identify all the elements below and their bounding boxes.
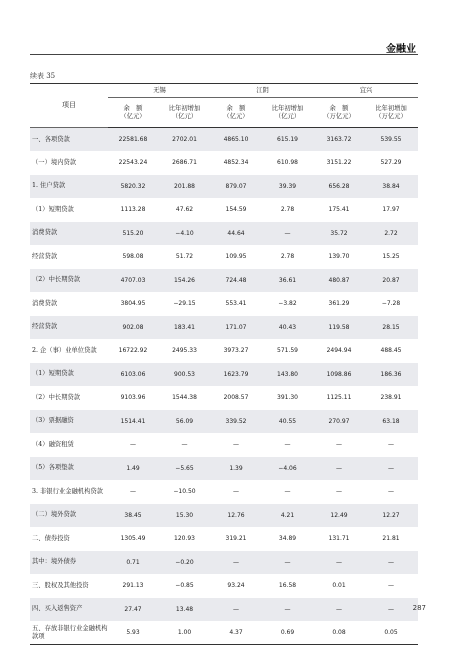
subheader-cell [158, 98, 211, 128]
value-cell: — [314, 551, 364, 575]
subheader-title: 比年初增加 [375, 104, 407, 112]
value-cell: 270.97 [314, 410, 364, 434]
value-cell: — [261, 551, 314, 575]
value-cell: 2.72 [364, 222, 418, 246]
header-rule [30, 54, 418, 55]
table-row [30, 222, 418, 246]
value-cell: 38.45 [108, 504, 158, 528]
value-cell: 12.27 [364, 504, 418, 528]
subheader-title: 比年初增加 [168, 104, 201, 112]
value-cell: −4.10 [158, 222, 211, 246]
table-row [30, 292, 418, 316]
value-cell: 139.70 [328, 253, 350, 260]
row-label: 二、债券投资 [32, 534, 70, 542]
value-cell: 4852.34 [223, 159, 249, 166]
subheader-unit: （万亿元） [323, 112, 355, 120]
table-row [30, 504, 418, 528]
table-row [30, 527, 418, 551]
value-cell: 3163.72 [314, 128, 364, 152]
value-cell: — [130, 488, 136, 495]
row-label: （一）境内贷款 [32, 158, 77, 166]
subheader-unit: （万亿元） [375, 112, 407, 120]
value-cell: 171.07 [211, 316, 261, 340]
table-row [30, 363, 418, 387]
value-cell: 527.29 [380, 159, 402, 166]
value-cell: 2686.71 [172, 159, 197, 166]
value-cell: 44.64 [211, 222, 261, 246]
table-row [30, 198, 418, 222]
subheader-cell [364, 98, 418, 128]
value-cell: 391.30 [277, 394, 298, 401]
value-cell: −3.82 [278, 300, 297, 307]
value-cell: 40.43 [261, 316, 314, 340]
value-cell: — [314, 457, 364, 481]
value-cell: 119.58 [314, 316, 364, 340]
value-cell: 4.21 [261, 504, 314, 528]
value-cell: −29.15 [173, 300, 196, 307]
row-label: （4）融资租赁 [32, 440, 74, 448]
value-cell: 28.15 [364, 316, 418, 340]
row-label: （1）短期贷款 [32, 205, 74, 213]
value-cell: 3804.95 [120, 300, 146, 307]
value-cell: 4865.10 [211, 128, 261, 152]
value-cell: 1.49 [108, 457, 158, 481]
value-cell: — [388, 488, 394, 495]
value-cell: — [388, 441, 394, 448]
row-label: 2. 企（事）业单位贷款 [32, 346, 97, 354]
value-cell: 610.98 [277, 159, 298, 166]
value-cell: 6103.06 [108, 363, 158, 387]
value-cell: 120.93 [174, 535, 195, 542]
value-cell: 36.61 [261, 269, 314, 293]
value-cell: 13.48 [158, 598, 211, 622]
value-cell: 2008.57 [223, 394, 249, 401]
subheader-unit: （亿元） [171, 112, 198, 120]
value-cell: 16.58 [278, 582, 297, 589]
value-cell: 238.91 [380, 394, 402, 401]
value-cell: 3973.27 [223, 347, 249, 354]
row-label: 消费贷款 [32, 299, 58, 307]
value-cell: 515.20 [108, 222, 158, 246]
value-cell: — [388, 582, 394, 589]
value-cell: 1514.41 [108, 410, 158, 434]
value-cell: 615.19 [261, 128, 314, 152]
value-cell: 27.47 [108, 598, 158, 622]
table-row [30, 433, 418, 457]
value-cell: −5.65 [158, 457, 211, 481]
row-label: 1. 住户贷款 [30, 175, 108, 199]
value-cell: 598.08 [122, 253, 144, 260]
row-label: 三、股权及其他投资 [32, 581, 89, 589]
value-cell: 175.41 [328, 206, 350, 213]
table-row [30, 316, 418, 340]
value-cell: 56.09 [158, 410, 211, 434]
value-cell: 22581.68 [108, 128, 158, 152]
value-cell: — [261, 598, 314, 622]
value-cell: 724.48 [211, 269, 261, 293]
value-cell: 339.52 [211, 410, 261, 434]
value-cell: 186.36 [364, 363, 418, 387]
value-cell: 0.01 [332, 582, 346, 589]
group-header-jiangyin: 江阴 [211, 84, 314, 98]
value-cell: 553.41 [225, 300, 247, 307]
value-cell: 2.78 [280, 253, 295, 260]
value-cell: 40.55 [261, 410, 314, 434]
value-cell: 143.80 [261, 363, 314, 387]
loan-statistics-table [30, 83, 418, 645]
value-cell: 63.18 [364, 410, 418, 434]
table-row [30, 386, 418, 410]
table-row [30, 621, 418, 645]
value-cell: 93.24 [227, 582, 245, 589]
value-cell: 488.45 [380, 347, 402, 354]
value-cell: −10.50 [173, 488, 196, 495]
value-cell: 1113.28 [120, 206, 146, 213]
value-cell: — [211, 598, 261, 622]
value-cell: 1623.79 [211, 363, 261, 387]
value-cell: 5820.32 [108, 175, 158, 199]
value-cell: 480.87 [314, 269, 364, 293]
value-cell: 2702.01 [158, 128, 211, 152]
value-cell: 35.72 [314, 222, 364, 246]
row-label: 经营贷款 [30, 316, 108, 340]
value-cell: −4.06 [261, 457, 314, 481]
value-cell: — [211, 551, 261, 575]
row-label: 四、买入返售资产 [30, 598, 108, 622]
value-cell: 361.29 [328, 300, 350, 307]
item-column-header: 项目 [30, 84, 108, 128]
value-cell: 47.62 [175, 206, 194, 213]
subheader-unit: （亿元） [274, 112, 301, 120]
table-caption: 续表 35 [30, 72, 56, 80]
group-header-wuxi: 无锡 [108, 84, 211, 98]
value-cell: — [336, 488, 342, 495]
value-cell: 34.89 [278, 535, 297, 542]
value-cell: 2494.94 [326, 347, 352, 354]
value-cell: 16722.92 [118, 347, 148, 354]
value-cell: 900.53 [158, 363, 211, 387]
value-cell: 9103.96 [120, 394, 146, 401]
value-cell: 154.59 [225, 206, 247, 213]
value-cell: 1125.11 [326, 394, 352, 401]
section-title: 金融业 [386, 44, 416, 55]
group-header-yixing: 宜兴 [314, 84, 418, 98]
value-cell: 21.81 [382, 535, 400, 542]
subheader-cell [314, 98, 364, 128]
value-cell: −0.20 [158, 551, 211, 575]
value-cell: — [364, 551, 418, 575]
row-label: 消费贷款 [30, 222, 108, 246]
value-cell: −7.28 [381, 300, 401, 307]
subheader-title: 余 额 [329, 104, 349, 112]
value-cell: 5.93 [108, 621, 158, 645]
value-cell: — [233, 488, 239, 495]
value-cell: 0.69 [261, 621, 314, 645]
row-label: 经营贷款 [32, 252, 58, 260]
table-row [30, 598, 418, 622]
value-cell: 0.08 [314, 621, 364, 645]
subheader-cell [108, 98, 158, 128]
row-label: 其中：境外债券 [30, 551, 108, 575]
value-cell: — [261, 222, 314, 246]
subheader-unit: （亿元） [120, 112, 146, 120]
value-cell: 0.71 [108, 551, 158, 575]
value-cell: 2.78 [280, 206, 295, 213]
value-cell: — [364, 457, 418, 481]
value-cell: 17.97 [382, 206, 400, 213]
subheader-title: 余 额 [226, 104, 246, 112]
value-cell: 1098.86 [314, 363, 364, 387]
value-cell: 1305.49 [120, 535, 146, 542]
value-cell: 656.28 [314, 175, 364, 199]
value-cell: 38.84 [364, 175, 418, 199]
row-label: （5）各项垫款 [30, 457, 108, 481]
value-cell: 879.07 [211, 175, 261, 199]
value-cell: — [130, 441, 136, 448]
value-cell: 0.05 [364, 621, 418, 645]
row-label: （2）中长期贷款 [30, 269, 108, 293]
value-cell: −0.85 [175, 582, 194, 589]
value-cell: — [336, 441, 342, 448]
table-row [30, 269, 418, 293]
row-label: 五、存放非银行业金融机构款项 [30, 621, 108, 645]
value-cell: 4.37 [211, 621, 261, 645]
row-label: （1）短期贷款 [30, 363, 108, 387]
value-cell: 902.08 [108, 316, 158, 340]
row-label: 3. 非银行业金融机构贷款 [32, 487, 103, 495]
value-cell: 4707.03 [108, 269, 158, 293]
subheader-cell [211, 98, 261, 128]
value-cell: 109.95 [225, 253, 247, 260]
value-cell: 2495.33 [172, 347, 197, 354]
table-row [30, 175, 418, 199]
table-row [30, 151, 418, 175]
value-cell: 15.25 [382, 253, 400, 260]
value-cell: — [233, 441, 239, 448]
subheader-cell [261, 98, 314, 128]
value-cell: 291.13 [122, 582, 144, 589]
row-label: （2）中长期贷款 [32, 393, 81, 401]
value-cell: — [314, 598, 364, 622]
value-cell: 12.76 [211, 504, 261, 528]
value-cell: 201.88 [158, 175, 211, 199]
row-label: 一、各项贷款 [30, 128, 108, 152]
value-cell: — [181, 441, 188, 448]
row-label: （二）境外贷款 [30, 504, 108, 528]
value-cell: 319.21 [225, 535, 247, 542]
value-cell: 1.00 [158, 621, 211, 645]
value-cell: 22543.24 [118, 159, 148, 166]
value-cell: — [284, 488, 291, 495]
value-cell: 15.30 [158, 504, 211, 528]
value-cell: 39.39 [261, 175, 314, 199]
value-cell: 20.87 [364, 269, 418, 293]
subheader-title: 比年初增加 [271, 104, 304, 112]
value-cell: 154.26 [158, 269, 211, 293]
table-row [30, 480, 418, 504]
row-label: （3）票据融资 [30, 410, 108, 434]
table-row [30, 245, 418, 269]
value-cell: 1544.38 [172, 394, 197, 401]
value-cell: 571.59 [277, 347, 298, 354]
subheader-title: 余 额 [123, 104, 143, 112]
table-row [30, 410, 418, 434]
table-row [30, 551, 418, 575]
value-cell: — [284, 441, 291, 448]
table-row [30, 457, 418, 481]
table-row [30, 574, 418, 598]
page-number: 287 [412, 604, 426, 612]
value-cell: 1.39 [211, 457, 261, 481]
value-cell: 183.41 [158, 316, 211, 340]
table-row [30, 339, 418, 363]
value-cell: 131.71 [328, 535, 350, 542]
value-cell: 51.72 [175, 253, 194, 260]
subheader-unit: （亿元） [223, 112, 249, 120]
value-cell: 12.49 [314, 504, 364, 528]
value-cell: 539.55 [364, 128, 418, 152]
table-row [30, 128, 418, 152]
value-cell: 3151.22 [326, 159, 352, 166]
value-cell: — [364, 598, 418, 622]
